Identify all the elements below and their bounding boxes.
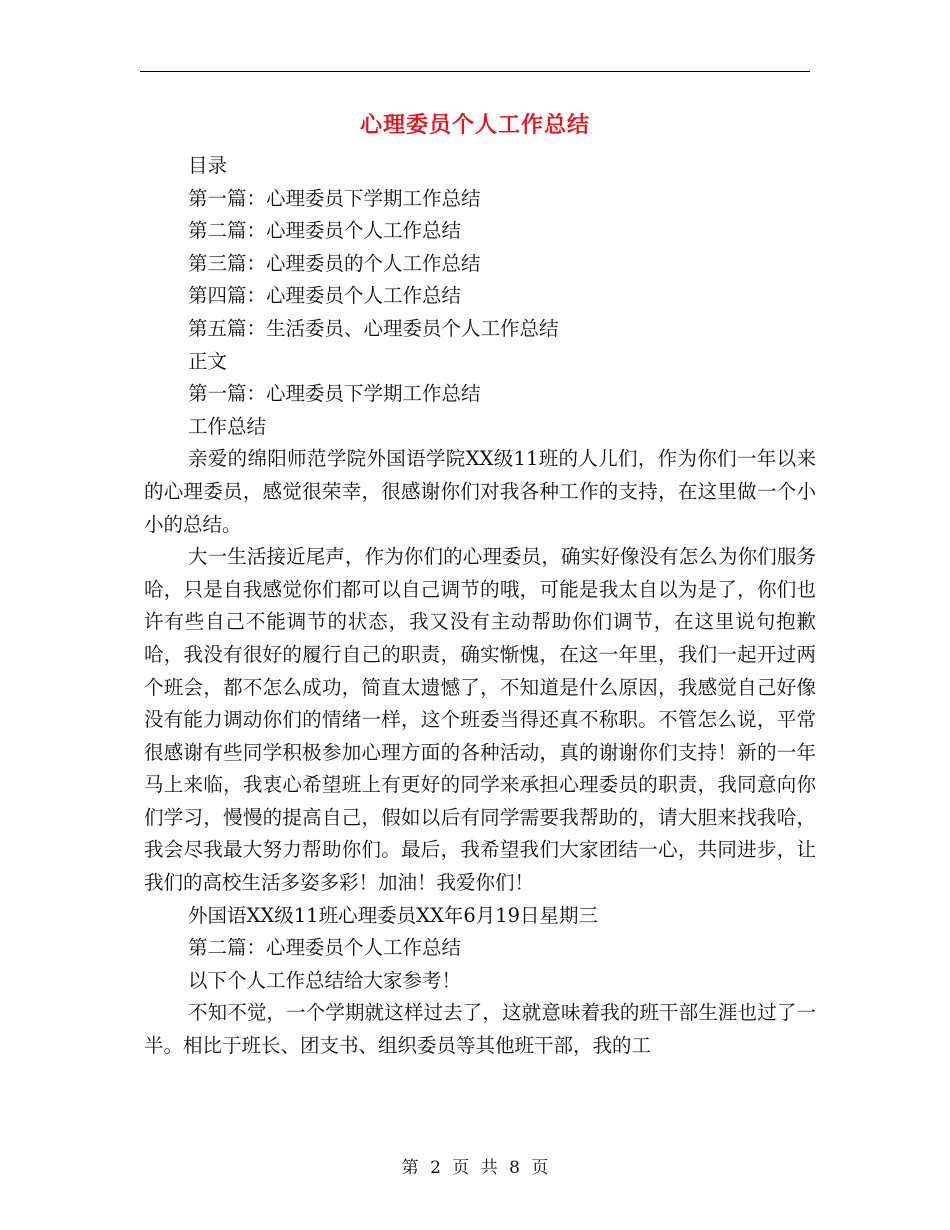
toc-heading: 目录	[188, 154, 228, 177]
document-body	[144, 150, 816, 1063]
toc-item-4: 第四篇：心理委员个人工作总结	[188, 284, 462, 308]
article-2-paragraph-1: 不知不觉，一个学期就这样过去了，这就意味着我的班干部生涯也过了一半。相比于班长、团支书、组织委员等其他班干部，我的工	[144, 1001, 816, 1058]
article-2-intro: 以下个人工作总结给大家参考！	[188, 968, 462, 992]
document-title: 心理委员个人工作总结	[359, 112, 590, 138]
toc-item-1: 第一篇：心理委员下学期工作总结	[188, 186, 481, 210]
article-1-subtitle: 工作总结	[188, 414, 267, 438]
header-rule	[140, 71, 810, 72]
article-1-signature: 外国语XX级11班心理委员XX年6月19日星期三	[188, 903, 599, 927]
body-heading: 正文	[188, 349, 228, 373]
article-1-paragraph-2: 大一生活接近尾声，作为你们的心理委员，确实好像没有怎么为你们服务哈，只是自我感觉你们都可以自己调节的哦，可能是我太自以为是了，你们也许有些自己不能调节的状态，我又没有主动帮助你们调节，在这里说句抱歉哈，我没有很好的履行自己的职责，确实惭愧，在这一年里，我们一起开过两个班会，都不怎么成功，简直太遗憾了，不知道是什么原因，我感觉自己好像没有能力调动你们的情绪一样，这个班委当得还真不称职。不管怎么说，平常很感谢有些同学积极参加心理方面的各种活动，真的谢谢你们支持！新的一年马上来临，我衷心希望班上有更好的同学来承担心理委员的职责，我同意向你们学习，慢慢的提高自己，假如以后有同学需要我帮助的，请大胆来找我哈，我会尽我最大努力帮助你们。最后，我希望我们大家团结一心，共同进步，让我们的高校生活多姿多彩！加油！我爱你们！	[144, 545, 816, 895]
toc-item-3: 第三篇：心理委员的个人工作总结	[188, 251, 481, 275]
article-2-title: 第二篇：心理委员个人工作总结	[188, 936, 462, 960]
toc-item-2: 第二篇：心理委员个人工作总结	[188, 219, 462, 243]
article-1-title: 第一篇：心理委员下学期工作总结	[188, 382, 481, 406]
page-number: 第 2 页 共 8 页	[401, 1158, 549, 1178]
toc-item-5: 第五篇：生活委员、心理委员个人工作总结	[188, 316, 559, 340]
article-1-paragraph-1: 亲爱的绵阳师范学院外国语学院XX级11班的人儿们，作为你们一年以来的心理委员，感觉很荣幸，很感谢你们对我各种工作的支持，在这里做一个小小的总结。	[144, 447, 816, 536]
